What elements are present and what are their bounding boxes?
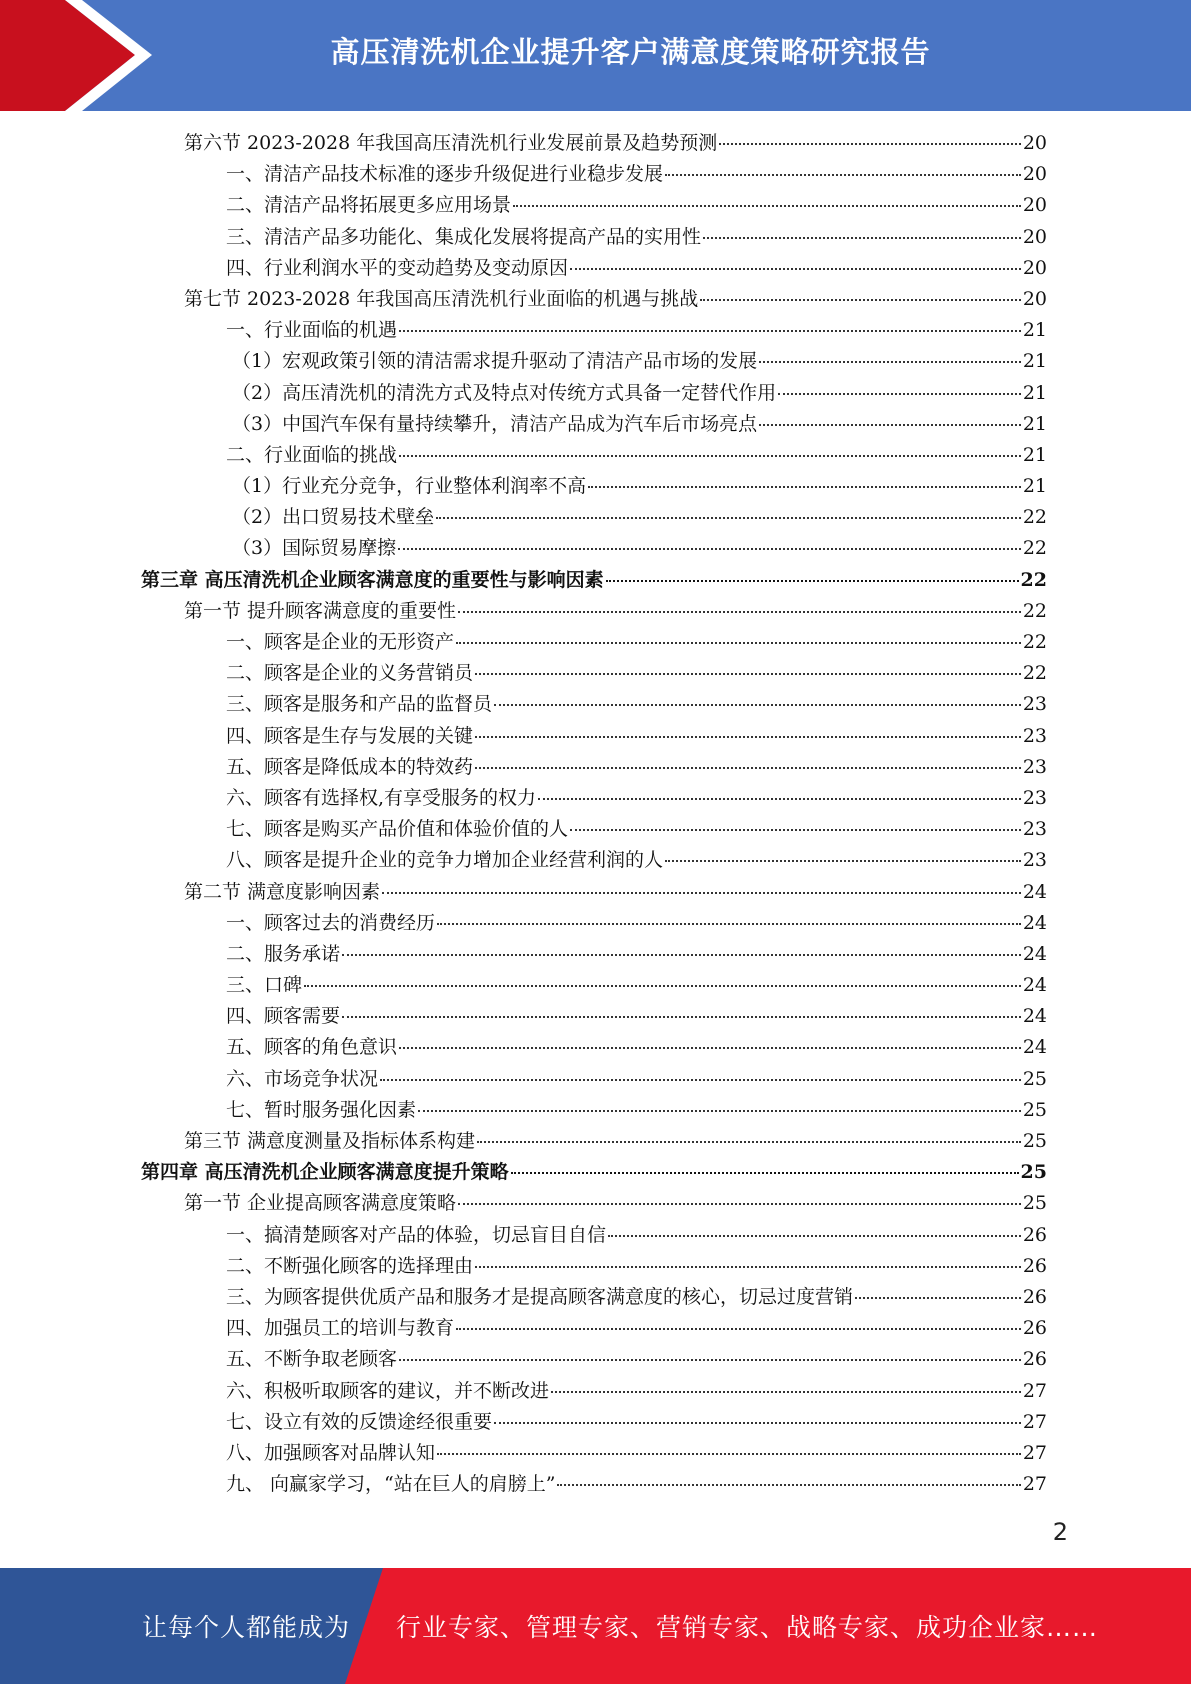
footer-slogan-lead: 让每个人都能成为 <box>142 1613 351 1642</box>
toc-entry-title: 第四章 高压清洗机企业顾客满意度提升策略 <box>141 1161 509 1184</box>
toc-entry-page: 24 <box>1022 974 1047 997</box>
toc-entry-page: 21 <box>1022 475 1047 498</box>
toc-entry-section[interactable] <box>141 877 1047 908</box>
toc-entry-page: 27 <box>1022 1379 1047 1402</box>
toc-entry-page: 24 <box>1022 942 1047 965</box>
dot-leader <box>608 1235 1021 1237</box>
toc-entry-title: 第三节 满意度测量及指标体系构建 <box>184 1130 476 1152</box>
toc-entry-item[interactable] <box>141 939 1047 970</box>
toc-entry-item[interactable] <box>141 190 1047 221</box>
dot-leader <box>511 1172 1019 1174</box>
toc-entry-title: 一、行业面临的机遇 <box>226 319 398 342</box>
toc-entry-item[interactable] <box>141 1251 1047 1282</box>
toc-entry-page: 25 <box>1022 1067 1047 1090</box>
dot-leader <box>342 1016 1021 1018</box>
toc-entry-item[interactable] <box>141 315 1047 346</box>
toc-entry-page: 24 <box>1022 880 1047 903</box>
toc-entry-page: 21 <box>1022 381 1047 404</box>
dot-leader <box>399 1359 1021 1361</box>
toc-entry-title: 八、加强顾客对品牌认知 <box>226 1441 436 1464</box>
toc-entry-page: 27 <box>1022 1441 1047 1464</box>
dot-leader <box>398 548 1021 550</box>
toc-entry-item[interactable] <box>141 1407 1047 1438</box>
toc-entry-item[interactable] <box>141 222 1047 253</box>
toc-entry-page: 26 <box>1022 1223 1047 1246</box>
toc-entry-sub[interactable] <box>141 533 1047 564</box>
toc-entry-item[interactable] <box>141 1064 1047 1095</box>
toc-entry-section[interactable] <box>141 1188 1047 1219</box>
toc-entry-page: 20 <box>1022 163 1047 186</box>
toc-entry-item[interactable] <box>141 253 1047 284</box>
toc-entry-sub[interactable] <box>141 471 1047 502</box>
dot-leader <box>665 174 1021 176</box>
dot-leader <box>759 424 1021 426</box>
toc-entry-title: 第二节 满意度影响因素 <box>184 880 381 903</box>
toc-entry-page: 23 <box>1022 724 1047 747</box>
toc-entry-page: 24 <box>1022 1005 1047 1028</box>
dot-leader <box>570 829 1021 831</box>
toc-entry-title: 四、行业利润水平的变动趋势及变动原因 <box>226 256 569 279</box>
toc-entry-title: 三、口碑 <box>226 974 303 997</box>
toc-entry-title: 二、顾客是企业的义务营销员 <box>226 662 474 685</box>
toc-entry-title: 五、不断争取老顾客 <box>226 1348 398 1371</box>
toc-entry-page: 22 <box>1020 568 1047 591</box>
toc-entry-item[interactable] <box>141 845 1047 876</box>
dot-leader <box>342 954 1021 956</box>
toc-entry-page: 23 <box>1022 818 1047 841</box>
toc-entry-chapter[interactable] <box>141 1157 1047 1188</box>
dot-leader <box>475 1266 1021 1268</box>
toc-entry-page: 26 <box>1022 1348 1047 1371</box>
toc-entry-sub[interactable] <box>141 409 1047 440</box>
toc-entry-title: 第七节 2023-2028 年我国高压清洗机行业面临的机遇与挑战 <box>184 287 699 310</box>
toc-entry-page: 26 <box>1022 1317 1047 1340</box>
toc-entry-page: 22 <box>1022 506 1047 529</box>
toc-entry-item[interactable] <box>141 1469 1047 1500</box>
toc-entry-section[interactable] <box>141 596 1047 627</box>
toc-entry-section[interactable] <box>141 128 1047 159</box>
dot-leader <box>759 361 1021 363</box>
dot-leader <box>538 798 1021 800</box>
toc-entry-page: 27 <box>1022 1473 1047 1496</box>
toc-entry-page: 20 <box>1022 256 1047 279</box>
toc-entry-page: 27 <box>1022 1410 1047 1433</box>
dot-leader <box>551 1391 1021 1393</box>
toc-entry-title: 第一节 企业提高顾客满意度策略 <box>184 1192 457 1215</box>
toc-entry-page: 23 <box>1022 693 1047 716</box>
report-title: 高压清洗机企业提升客户满意度策略研究报告 <box>330 34 931 69</box>
toc-entry-item[interactable] <box>141 689 1047 720</box>
toc-entry-sub[interactable] <box>141 346 1047 377</box>
toc-entry-title: （3）国际贸易摩擦 <box>232 537 397 560</box>
toc-entry-section[interactable] <box>141 1126 1047 1157</box>
toc-entry-page: 20 <box>1022 194 1047 217</box>
toc-entry-page: 25 <box>1022 1098 1047 1121</box>
dot-leader <box>557 1484 1020 1486</box>
toc-entry-title: 二、清洁产品将拓展更多应用场景 <box>226 194 512 217</box>
toc-entry-title: 三、为顾客提供优质产品和服务才是提高顾客满意度的核心，切忌过度营销 <box>226 1285 854 1308</box>
dot-leader <box>778 393 1021 395</box>
toc-entry-page: 24 <box>1022 1036 1047 1059</box>
toc-entry-item[interactable] <box>141 721 1047 752</box>
toc-entry-page: 22 <box>1022 599 1047 622</box>
dot-leader <box>304 985 1021 987</box>
toc-entry-page: 20 <box>1022 132 1047 154</box>
page-number: 2 <box>1052 1518 1068 1546</box>
toc-entry-item[interactable] <box>141 1344 1047 1375</box>
dot-leader <box>458 1203 1021 1205</box>
toc-entry-page: 21 <box>1022 350 1047 373</box>
toc-entry-page: 25 <box>1020 1161 1047 1184</box>
footer-slogan-roles: 行业专家、管理专家、营销专家、战略专家、成功企业家…… <box>396 1613 1099 1642</box>
toc-entry-title: 一、清洁产品技术标准的逐步升级促进行业稳步发展 <box>226 163 664 186</box>
toc-entry-page: 21 <box>1022 412 1047 435</box>
toc-entry-item[interactable] <box>141 658 1047 689</box>
dot-leader <box>588 486 1021 488</box>
dot-leader <box>700 299 1021 301</box>
toc-entry-title: 六、顾客有选择权,有享受服务的权力 <box>226 786 537 809</box>
toc-entry-page: 23 <box>1022 755 1047 778</box>
toc-entry-page: 23 <box>1022 849 1047 872</box>
dot-leader <box>437 1453 1021 1455</box>
toc-entry-item[interactable] <box>141 159 1047 190</box>
toc-entry-title: 一、顾客过去的消费经历 <box>226 911 436 934</box>
toc-entry-page: 26 <box>1022 1254 1047 1277</box>
toc-entry-page: 20 <box>1022 287 1047 310</box>
dot-leader <box>382 892 1021 894</box>
dot-leader <box>475 673 1021 675</box>
toc-entry-title: 五、顾客是降低成本的特效药 <box>226 755 474 778</box>
toc-entry-item[interactable] <box>141 1376 1047 1407</box>
toc-entry-title: （2）出口贸易技术壁垒 <box>232 506 435 529</box>
toc-entry-item[interactable] <box>141 814 1047 845</box>
dot-leader <box>399 330 1021 332</box>
toc-entry-page: 21 <box>1022 319 1047 342</box>
dot-leader <box>665 860 1021 862</box>
toc-entry-title: 四、顾客是生存与发展的关键 <box>226 724 474 747</box>
dot-leader <box>475 767 1021 769</box>
toc-entry-title: （1）行业充分竞争，行业整体利润率不高 <box>232 475 587 498</box>
toc-entry-item[interactable] <box>141 752 1047 783</box>
toc-entry-item[interactable] <box>141 627 1047 658</box>
dot-leader <box>475 736 1021 738</box>
toc-entry-title: 九、 向赢家学习，“站在巨人的肩膀上” <box>226 1473 556 1496</box>
page-header <box>0 0 1191 111</box>
dot-leader <box>437 923 1021 925</box>
toc-entry-title: 六、市场竞争状况 <box>226 1067 379 1090</box>
toc-entry-page: 20 <box>1022 225 1047 248</box>
toc-entry-page: 22 <box>1022 631 1047 653</box>
toc-entry-item[interactable] <box>141 1095 1047 1126</box>
toc-entry-item[interactable] <box>141 1438 1047 1469</box>
dot-leader <box>570 268 1021 270</box>
toc-entry-title: 一、顾客是企业的无形资产 <box>226 631 455 653</box>
dot-leader <box>456 1328 1021 1330</box>
toc-entry-title: 四、加强员工的培训与教育 <box>226 1317 455 1340</box>
dot-leader <box>606 580 1019 582</box>
toc-entry-item[interactable] <box>141 783 1047 814</box>
toc-entry-page: 24 <box>1022 911 1047 934</box>
toc-entry-chapter[interactable] <box>141 565 1047 596</box>
toc-entry-item[interactable] <box>141 908 1047 939</box>
toc-entry-title: 八、顾客是提升企业的竞争力增加企业经营利润的人 <box>226 849 664 872</box>
toc-entry-page: 25 <box>1022 1130 1047 1152</box>
toc-entry-title: 一、搞清楚顾客对产品的体验，切忌盲目自信 <box>226 1223 607 1246</box>
toc-entry-title: 五、顾客的角色意识 <box>226 1036 398 1059</box>
toc-entry-item[interactable] <box>141 1032 1047 1063</box>
dot-leader <box>477 1141 1021 1143</box>
dot-leader <box>513 205 1021 207</box>
dot-leader <box>380 1079 1021 1081</box>
toc-entry-sub[interactable] <box>141 502 1047 533</box>
toc-entry-page: 22 <box>1022 662 1047 685</box>
dot-leader <box>399 455 1021 457</box>
toc-entry-page: 22 <box>1022 537 1047 560</box>
toc-entry-title: （3）中国汽车保有量持续攀升，清洁产品成为汽车后市场亮点 <box>232 412 758 435</box>
toc-entry-item[interactable] <box>141 970 1047 1001</box>
toc-entry-title: 四、顾客需要 <box>226 1005 341 1028</box>
dot-leader <box>703 237 1021 239</box>
toc-entry-title: 七、设立有效的反馈途经很重要 <box>226 1410 493 1433</box>
toc-entry-page: 25 <box>1022 1192 1047 1215</box>
toc-entry-section[interactable] <box>141 284 1047 315</box>
dot-leader <box>494 704 1021 706</box>
toc-entry-title: 三、清洁产品多功能化、集成化发展将提高产品的实用性 <box>226 225 702 248</box>
toc-entry-title: 第一节 提升顾客满意度的重要性 <box>184 599 457 622</box>
toc-entry-page: 21 <box>1022 443 1047 466</box>
toc-entry-title: 第三章 高压清洗机企业顾客满意度的重要性与影响因素 <box>141 568 604 591</box>
dot-leader <box>458 611 1021 613</box>
dot-leader <box>719 143 1021 145</box>
table-of-contents <box>141 128 1047 1500</box>
toc-entry-title: 二、不断强化顾客的选择理由 <box>226 1254 474 1277</box>
toc-entry-title: 二、服务承诺 <box>226 942 341 965</box>
toc-entry-page: 26 <box>1022 1285 1047 1308</box>
dot-leader <box>494 1422 1021 1424</box>
dot-leader <box>855 1297 1021 1299</box>
toc-entry-item[interactable] <box>141 440 1047 471</box>
toc-entry-title: （2）高压清洗机的清洗方式及特点对传统方式具备一定替代作用 <box>232 381 777 404</box>
toc-entry-title: 六、积极听取顾客的建议，并不断改进 <box>226 1379 550 1402</box>
toc-entry-title: 二、行业面临的挑战 <box>226 443 398 466</box>
toc-entry-title: （1）宏观政策引领的清洁需求提升驱动了清洁产品市场的发展 <box>232 350 758 373</box>
dot-leader <box>436 517 1021 519</box>
dot-leader <box>399 1047 1021 1049</box>
toc-entry-page: 23 <box>1022 786 1047 809</box>
toc-entry-item[interactable] <box>141 1313 1047 1344</box>
dot-leader <box>418 1110 1021 1112</box>
toc-entry-sub[interactable] <box>141 378 1047 409</box>
dot-leader <box>456 642 1021 644</box>
toc-entry-title: 七、顾客是购买产品价值和体验价值的人 <box>226 818 569 841</box>
toc-entry-title: 第六节 2023-2028 年我国高压清洗机行业发展前景及趋势预测 <box>184 132 718 154</box>
toc-entry-item[interactable] <box>141 1282 1047 1313</box>
page-footer <box>0 1568 1191 1684</box>
toc-entry-title: 三、顾客是服务和产品的监督员 <box>226 693 493 716</box>
toc-entry-title: 七、暂时服务强化因素 <box>226 1098 417 1121</box>
toc-entry-item[interactable] <box>141 1220 1047 1251</box>
toc-entry-item[interactable] <box>141 1001 1047 1032</box>
